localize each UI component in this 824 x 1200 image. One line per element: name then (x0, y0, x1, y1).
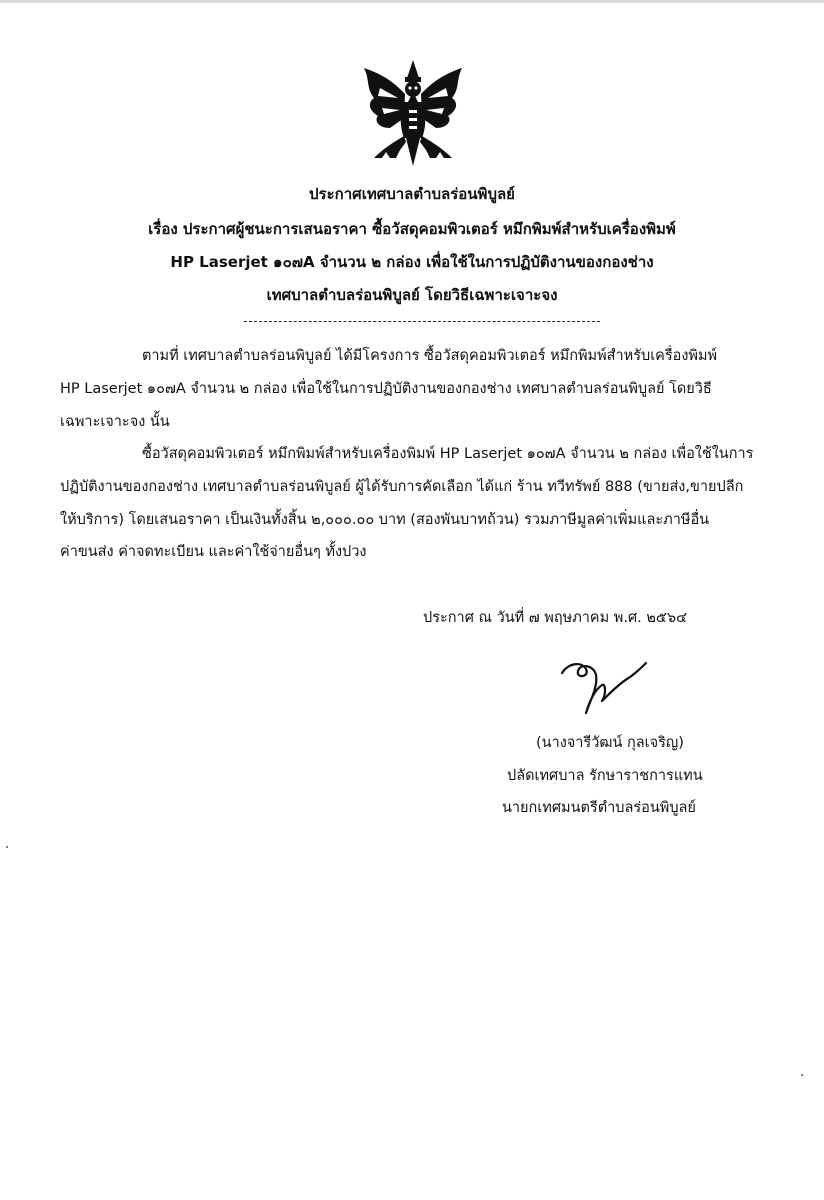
announcement-date: ประกาศ ณ วันที่ ๗ พฤษภาคม พ.ศ. ๒๕๖๔ (423, 610, 688, 626)
announcement-subject-cont: HP Laserjet ๑๐๗A จำนวน ๒ กล่อง เพื่อใช้ในการปฏิบัติงานของกองช่าง (170, 253, 654, 271)
announcement-title: ประกาศเทศบาลตำบลร่อนพิบูลย์ (309, 185, 515, 203)
scan-speck (801, 1074, 803, 1076)
announcement-subject-end: เทศบาลตำบลร่อนพิบูลย์ โดยวิธีเฉพาะเจาะจง (266, 286, 558, 304)
handwritten-signature-icon (556, 655, 666, 717)
announcement-subject: เรื่อง ประกาศผู้ชนะการเสนอราคา ซื้อวัสดุคอมพิวเตอร์ หมึกพิมพ์สำหรับเครื่องพิมพ์ (148, 220, 676, 238)
signatory-name: (นางจารีวัฒน์ กุลเจริญ) (536, 735, 684, 751)
scan-speck (6, 846, 8, 848)
paragraph1-line2: HP Laserjet ๑๐๗A จำนวน ๒ กล่อง เพื่อใช้ในการปฏิบัติงานของกองช่าง เทศบาลตำบลร่อนพิบูลย์ โดยวิธี (60, 381, 712, 397)
scan-edge-line (0, 0, 824, 3)
signatory-position-secondary: นายกเทศมนตรีตำบลร่อนพิบูลย์ (502, 800, 696, 816)
paragraph2-line1: ซื้อวัสดุคอมพิวเตอร์ หมึกพิมพ์สำหรับเครื่องพิมพ์ HP Laserjet ๑๐๗A จำนวน ๒ กล่อง เพื่อใช้ในการ (142, 446, 754, 462)
heading-divider (244, 321, 600, 322)
paragraph2-line2: ปฏิบัติงานของกองช่าง เทศบาลตำบลร่อนพิบูลย์ ผู้ได้รับการคัดเลือก ได้แก่ ร้าน ทวีทรัพย์ 888 (ขายส่ง,ขายปลีก (60, 479, 744, 495)
paragraph1-line3: เฉพาะเจาะจง นั้น (60, 414, 170, 430)
paragraph2-line4: ค่าขนส่ง ค่าจดทะเบียน และค่าใช้จ่ายอื่นๆ ทั้งปวง (60, 544, 367, 560)
paragraph1-line1: ตามที่ เทศบาลตำบลร่อนพิบูลย์ ได้มีโครงการ ซื้อวัสดุคอมพิวเตอร์ หมึกพิมพ์สำหรับเครื่องพิมพ์ (142, 348, 718, 364)
garuda-emblem-icon (360, 58, 466, 170)
signatory-position: ปลัดเทศบาล รักษาราชการแทน (507, 768, 703, 784)
paragraph2-line3: ให้บริการ) โดยเสนอราคา เป็นเงินทั้งสิ้น ๒,๐๐๐.๐๐ บาท (สองพันบาทถ้วน) รวมภาษีมูลค่าเพิ่มและภาษีอื่น (60, 512, 710, 528)
